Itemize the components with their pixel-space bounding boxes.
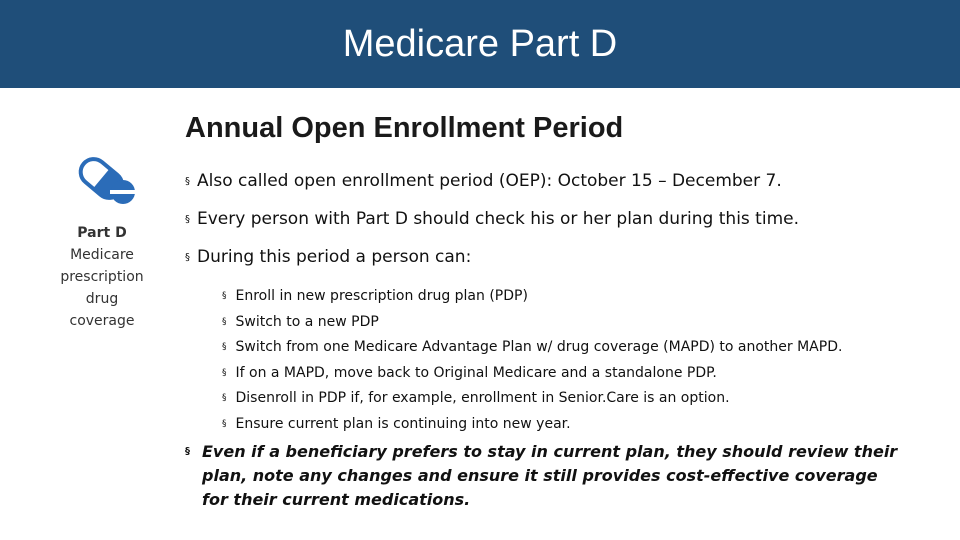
bullet-marker: § [185, 176, 190, 187]
final-note [185, 440, 905, 512]
sub-bullet-item [222, 386, 842, 412]
sub-bullet-text: Enroll in new prescription drug plan (PDP) [235, 288, 528, 304]
bullet-text: Also called open enrollment period (OEP): October 15 – December 7. [197, 171, 782, 191]
bullet-marker: § [222, 291, 227, 301]
bullet-marker: § [185, 446, 190, 457]
section-heading: Annual Open Enrollment Period [185, 112, 624, 144]
sidebar-label-line: drug [85, 291, 119, 307]
bullet-marker: § [185, 252, 190, 263]
final-note-text: Even if a beneficiary prefers to stay in current plan, they should review their plan, note any changes and ensure it still provides cost-effective coverage for their current medications. [202, 442, 898, 509]
sub-bullet-text: Switch to a new PDP [235, 313, 379, 330]
sub-bullet-item [222, 284, 842, 310]
sub-bullet-text: Disenroll in PDP if, for example, enrollment in Senior.Care is an option. [235, 390, 730, 406]
sub-bullet-item [222, 361, 842, 387]
bullet-marker: § [222, 393, 227, 403]
sidebar-label-bold: Part D [77, 225, 127, 241]
bullet-item [185, 247, 471, 267]
slide-title: Medicare Part D [342, 23, 618, 65]
sub-bullet-text: Switch from one Medicare Advantage Plan w/ drug coverage (MAPD) to another MAPD. [235, 339, 843, 355]
sidebar-caption [50, 222, 154, 332]
sidebar-label-line: Medicare [70, 247, 134, 263]
bullet-text: During this period a person can: [197, 247, 472, 267]
sub-bullet-list [222, 284, 842, 437]
bullet-marker: § [222, 342, 227, 352]
bullet-text: Every person with Part D should check his or her plan during this time. [197, 209, 799, 229]
sub-bullet-text: If on a MAPD, move back to Original Medicare and a standalone PDP. [235, 364, 717, 381]
bullet-marker: § [185, 214, 190, 225]
sub-bullet-text: Ensure current plan is continuing into new year. [235, 415, 571, 432]
bullet-item [185, 209, 799, 229]
bullet-marker: § [222, 316, 227, 327]
bullet-marker: § [222, 418, 227, 429]
sub-bullet-item [222, 412, 842, 438]
title-banner [0, 0, 960, 88]
bullet-item [185, 171, 782, 191]
sidebar-label-line: coverage [69, 313, 135, 329]
sub-bullet-item [222, 310, 842, 336]
bullet-marker: § [222, 367, 227, 378]
sidebar-label-line: prescription [60, 269, 144, 285]
pill-capsule-icon [72, 146, 136, 206]
sub-bullet-item [222, 335, 842, 361]
